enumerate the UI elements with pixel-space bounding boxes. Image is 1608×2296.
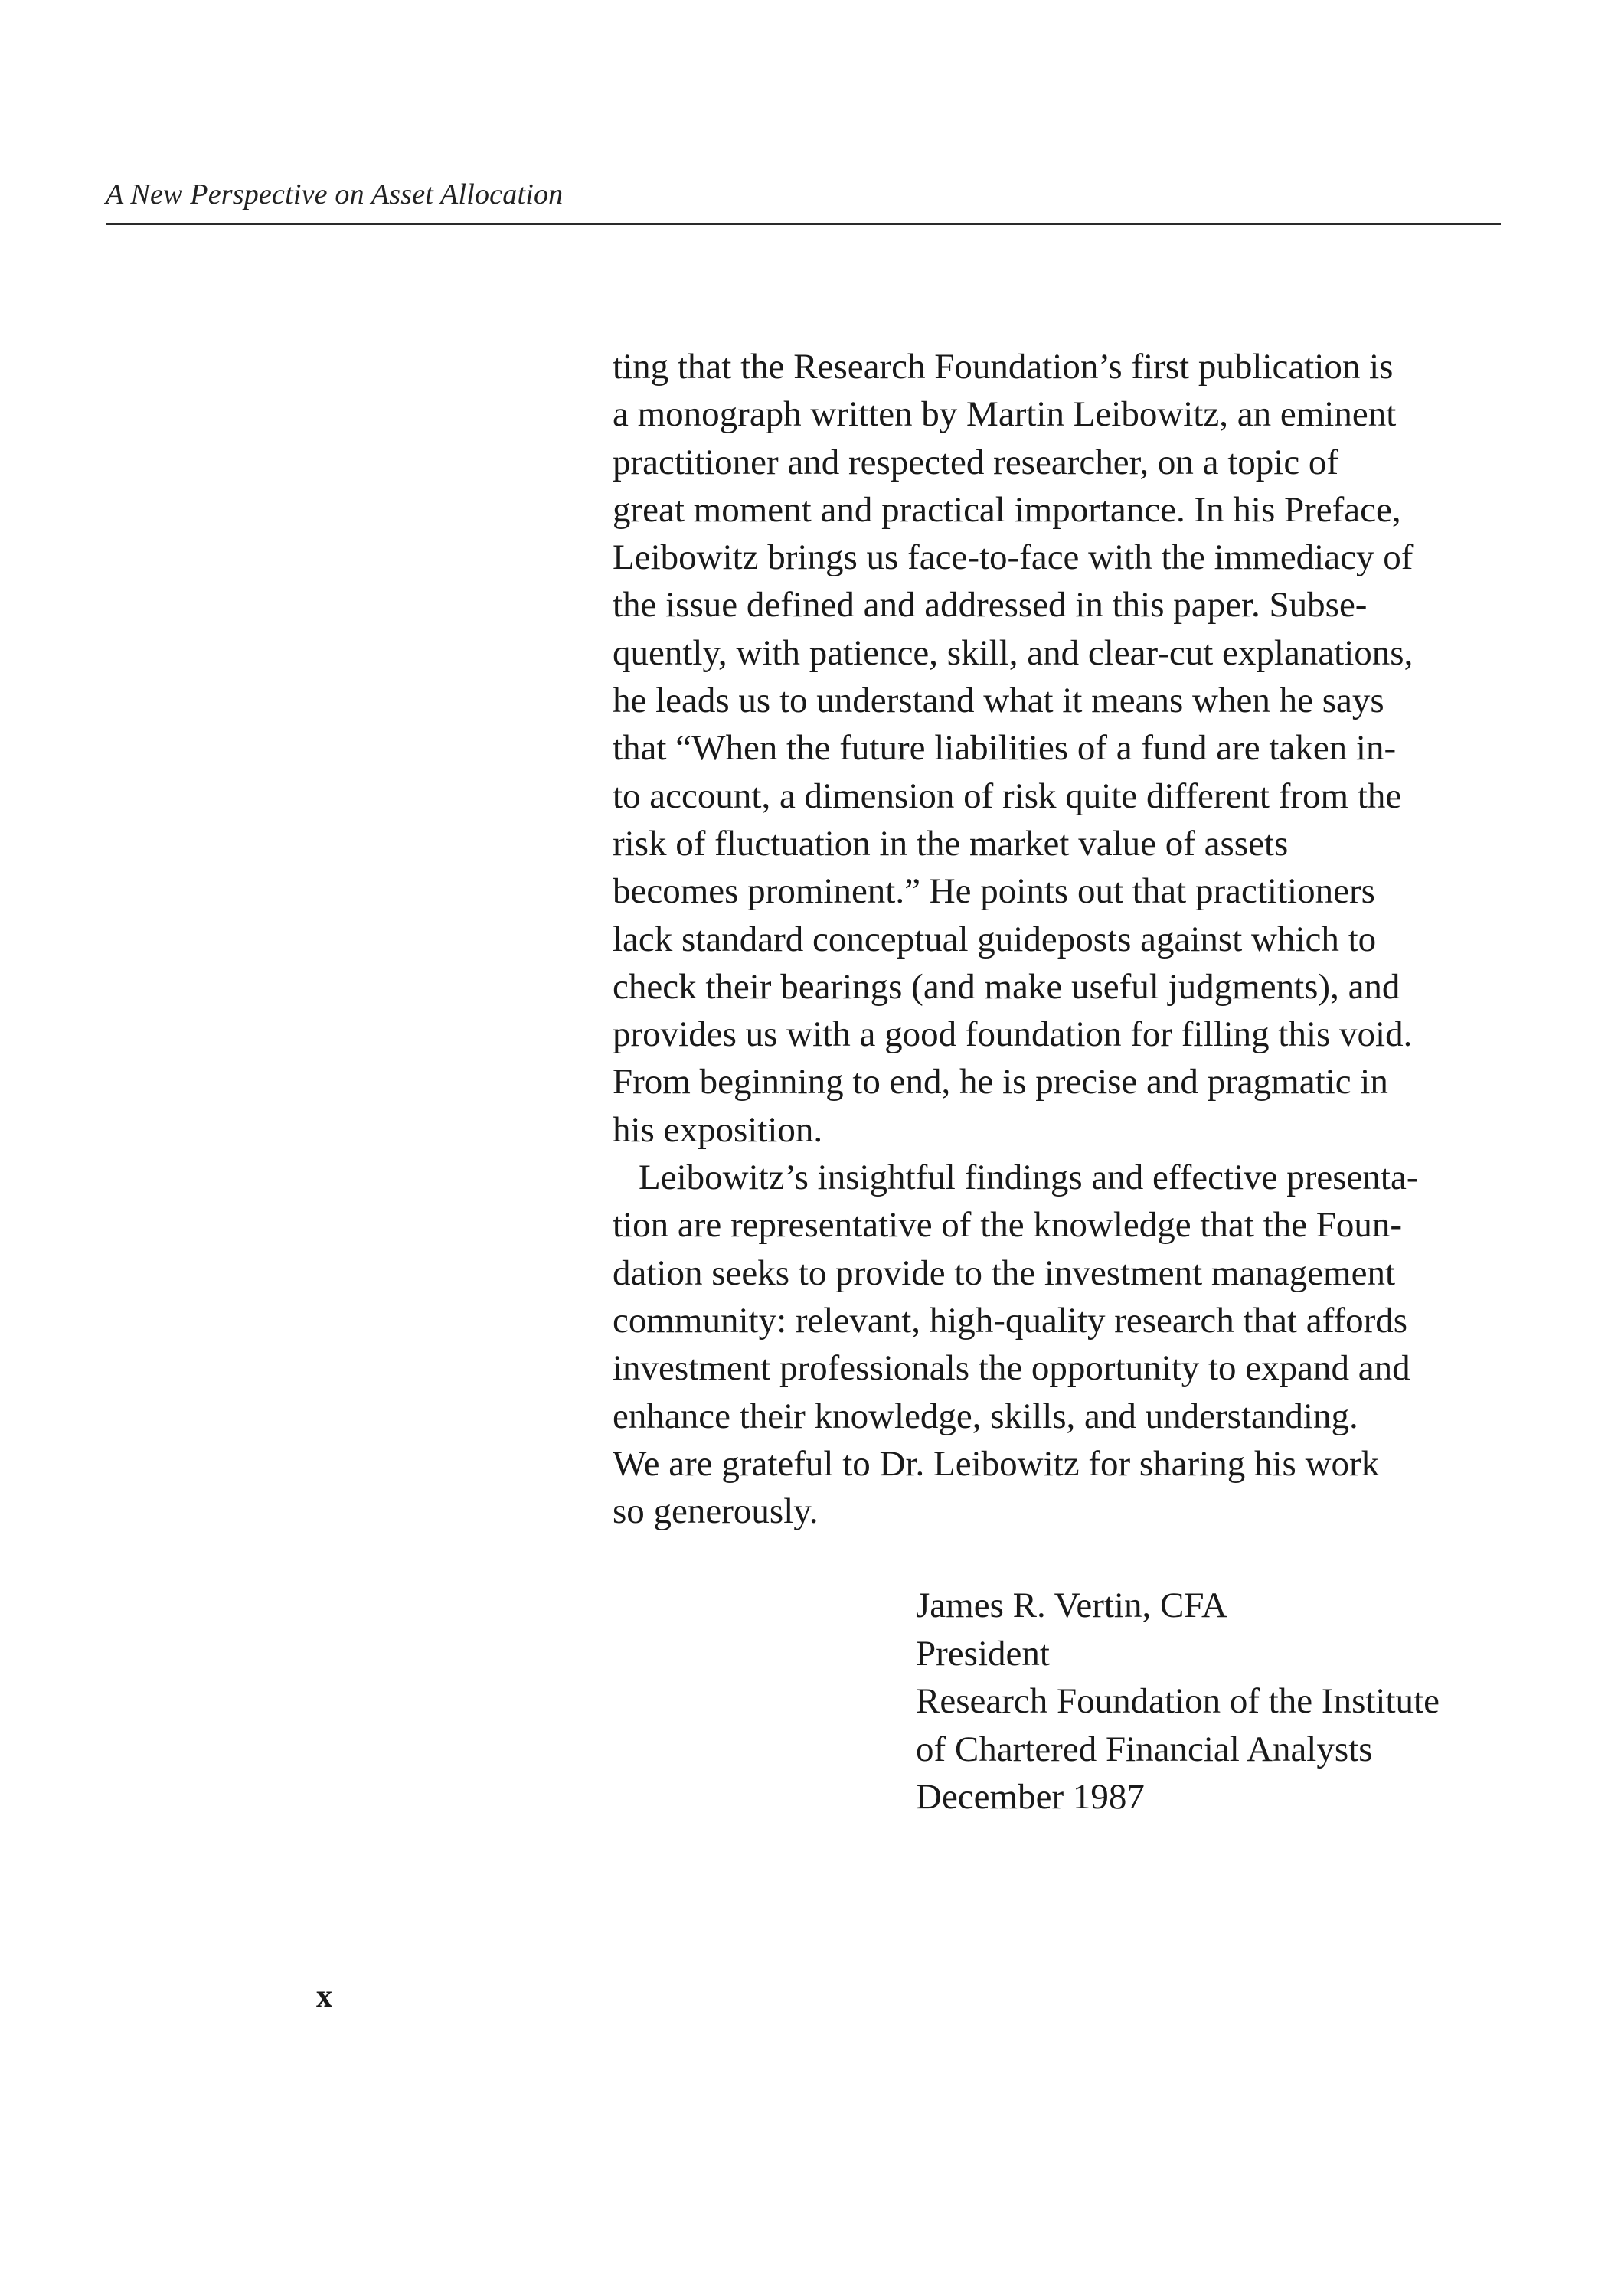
text-line: Leibowitz’s insightful findings and effective presenta- bbox=[639, 1158, 1419, 1198]
text-line: lack standard conceptual guideposts against which to bbox=[613, 919, 1377, 959]
text-line: a monograph written by Martin Leibowitz, an eminent bbox=[613, 394, 1397, 435]
text-line: great moment and practical importance. In his Preface, bbox=[613, 489, 1401, 530]
text-line: check their bearings (and make useful judgments), and bbox=[613, 966, 1400, 1007]
text-line: ting that the Research Foundation’s first publication is bbox=[613, 347, 1394, 387]
text-line: practitioner and respected researcher, on a topic of bbox=[613, 442, 1339, 482]
running-header-title: A New Perspective on Asset Allocation bbox=[106, 178, 564, 211]
text-line: to account, a dimension of risk quite different from the bbox=[613, 776, 1402, 816]
signature-name: James R. Vertin, CFA bbox=[916, 1586, 1227, 1625]
text-line: community: relevant, high-quality research that affords bbox=[613, 1300, 1408, 1341]
text-line: risk of fluctuation in the market value of assets bbox=[613, 823, 1289, 864]
paragraph-1 bbox=[613, 343, 1508, 1154]
text-line: quently, with patience, skill, and clear-cut explanations, bbox=[613, 632, 1414, 673]
text-line: so generously. bbox=[613, 1491, 819, 1532]
text-line: Leibowitz brings us face-to-face with the immediacy of bbox=[613, 537, 1414, 578]
text-line: he leads us to understand what it means when he says bbox=[613, 681, 1384, 721]
paragraph-2 bbox=[613, 1154, 1508, 1535]
signature-date: December 1987 bbox=[916, 1777, 1145, 1817]
text-line: From beginning to end, he is precise and pragmatic in bbox=[613, 1062, 1388, 1102]
text-line: dation seeks to provide to the investment management bbox=[613, 1253, 1395, 1293]
header-rule bbox=[106, 223, 1501, 225]
page-number: x bbox=[316, 1979, 332, 2014]
text-line: becomes prominent.” He points out that practitioners bbox=[613, 871, 1375, 912]
body-text bbox=[613, 343, 1508, 1535]
text-line: tion are representative of the knowledge that the Foun- bbox=[613, 1205, 1403, 1246]
signature-title: President bbox=[916, 1633, 1050, 1674]
text-line: provides us with a good foundation for filling this void. bbox=[613, 1014, 1413, 1055]
text-line: investment professionals the opportunity to expand and bbox=[613, 1348, 1410, 1389]
text-line: the issue defined and addressed in this paper. Subse- bbox=[613, 585, 1368, 625]
signature-organization-line-2: of Chartered Financial Analysts bbox=[916, 1729, 1373, 1769]
signature-organization-line-1: Research Foundation of the Institute bbox=[916, 1681, 1440, 1721]
text-line: enhance their knowledge, skills, and understanding. bbox=[613, 1396, 1358, 1436]
text-line: We are grateful to Dr. Leibowitz for sharing his work bbox=[613, 1443, 1380, 1484]
text-line: his exposition. bbox=[613, 1109, 823, 1150]
signature-block bbox=[916, 1582, 1440, 1821]
text-line: that “When the future liabilities of a fund are taken in- bbox=[613, 728, 1397, 769]
